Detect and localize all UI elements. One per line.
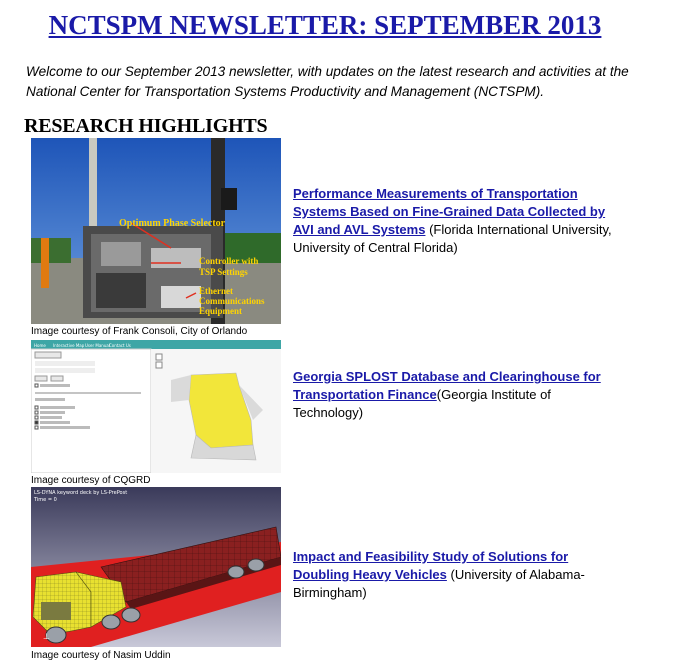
- highlight-3-institution: (University of Alabama-Birmingham): [293, 567, 585, 600]
- sim-header: LS-DYNA keyword deck by LS-PrePost: [34, 490, 128, 496]
- label-communications: Communications: [199, 296, 265, 306]
- traffic-controller-photo: [31, 138, 281, 324]
- highlight-2: [293, 368, 613, 422]
- label-tsp-settings: TSP Settings: [199, 267, 248, 277]
- sim-time: Time = 0: [34, 497, 57, 503]
- highlight-2-link[interactable]: Georgia SPLOST Database and Clearinghouse for Transportation Finance: [293, 369, 601, 402]
- highlight-1-link[interactable]: Performance Measurements of Transportation Systems Based on Fine-Grained Data Collected by AVI and AVL Systems: [293, 186, 606, 237]
- highlight-1-institution: (Florida International University, University of Central Florida): [293, 222, 612, 255]
- label-phase-selector: Optimum Phase Selector: [119, 218, 226, 229]
- highlight-2-institution: (Georgia Institute of Technology): [293, 387, 551, 420]
- caption-1: Image courtesy of Frank Consoli, City of Orlando: [31, 326, 248, 337]
- tab-contact: Contact Us: [109, 343, 131, 348]
- intro-text: Welcome to our September 2013 newsletter, with updates on the latest research and activities at the National Center for Transportation Systems Productivity and Management (NCTSPM).: [26, 64, 629, 99]
- label-ethernet: Ethernet: [199, 286, 233, 296]
- newsletter-title: NCTSPM NEWSLETTER: SEPTEMBER 2013: [48, 10, 602, 40]
- splost-app-screenshot: [31, 340, 281, 473]
- tab-home: Home: [34, 343, 46, 348]
- highlight-3: [293, 548, 613, 602]
- tab-map: Interactive Map: [53, 343, 85, 348]
- highlight-3-link[interactable]: Impact and Feasibility Study of Solutions for Doubling Heavy Vehicles: [293, 549, 569, 582]
- highlight-1: [293, 185, 613, 257]
- caption-2: Image courtesy of CQGRD: [31, 475, 151, 486]
- label-equipment: Equipment: [199, 306, 243, 316]
- label-controller: Controller with: [199, 256, 259, 266]
- tab-manual: User Manual: [85, 343, 110, 348]
- caption-3: Image courtesy of Nasim Uddin: [31, 650, 171, 661]
- section-heading: RESEARCH HIGHLIGHTS: [24, 115, 268, 137]
- svg-text:⊥: ⊥: [43, 632, 50, 641]
- truck-simulation-render: [31, 487, 281, 647]
